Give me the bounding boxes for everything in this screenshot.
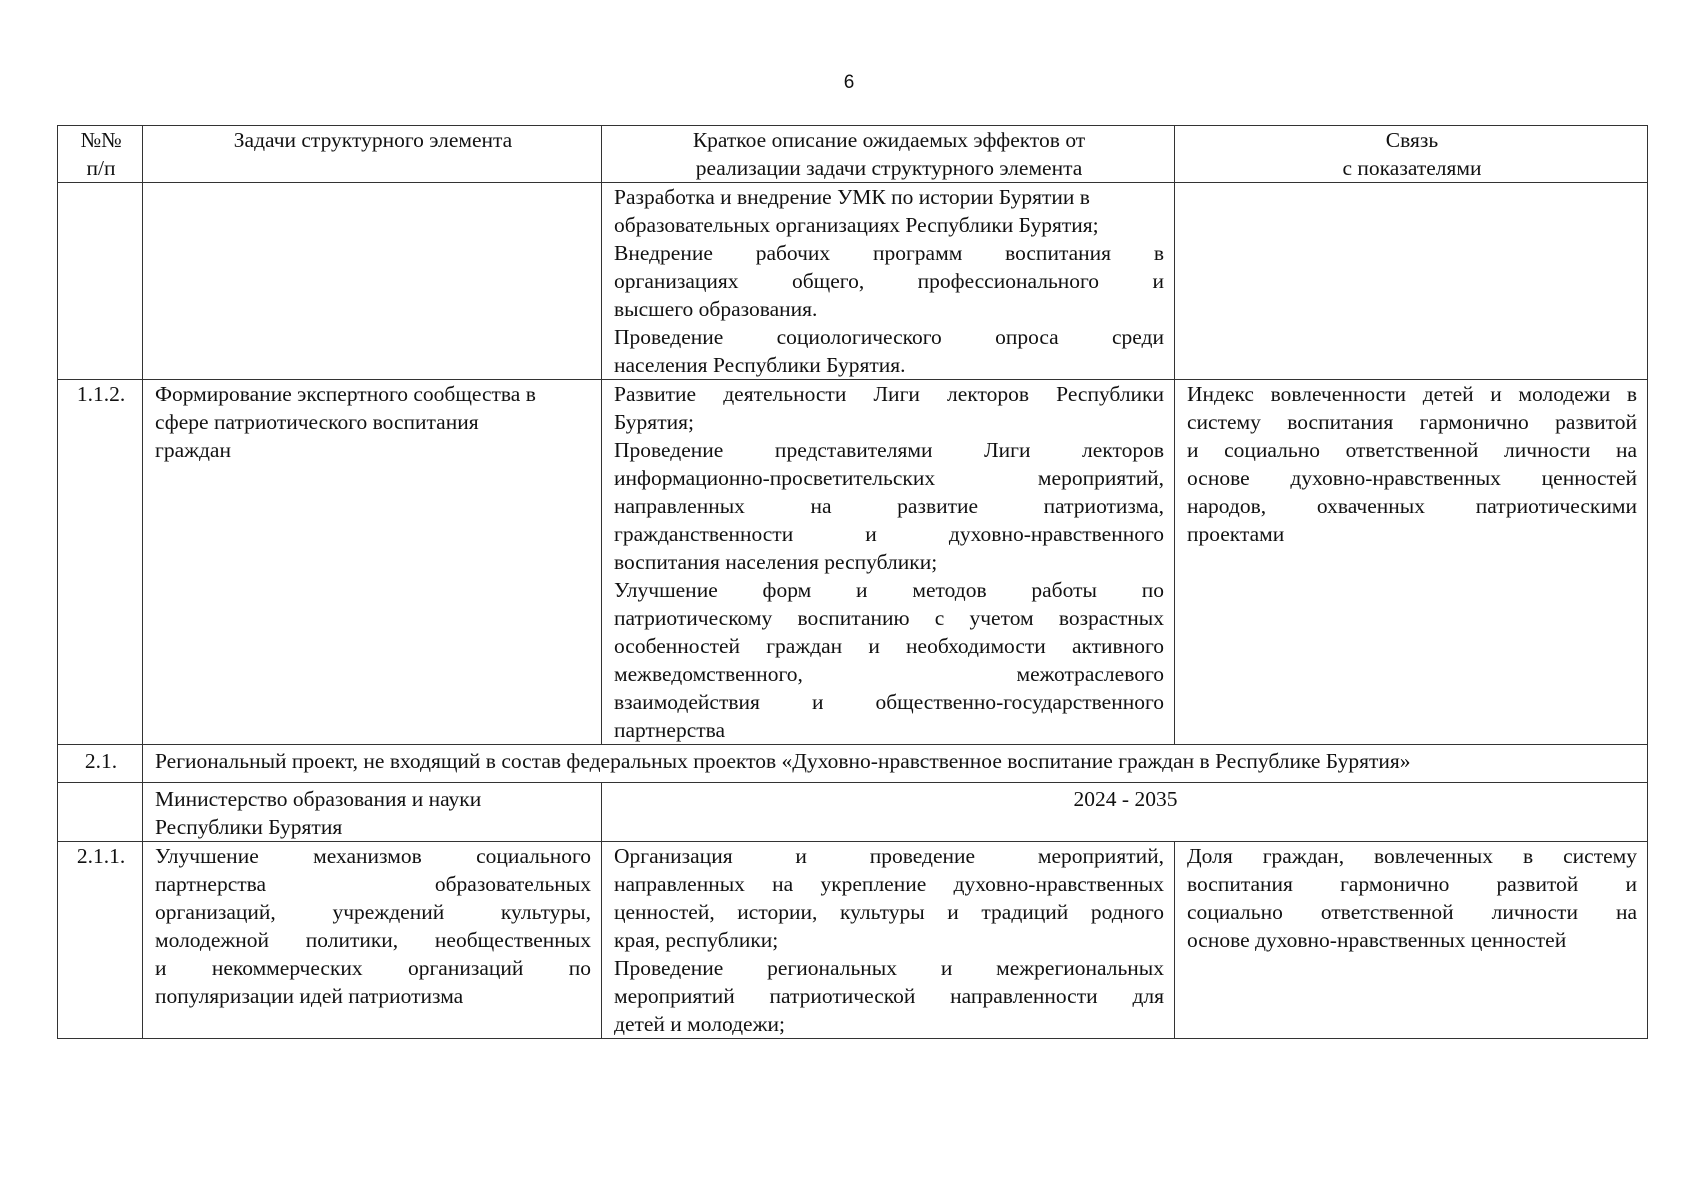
table-row [58,842,1648,1039]
header-link: Связь с показателями [1175,126,1648,183]
row-num: 1.1.2. [58,380,143,745]
structural-element-table [57,125,1648,1039]
row-num [58,183,143,380]
row-effects: Разработка и внедрение УМК по истории Бурятии в образовательных организациях Республики Бурятия; Внедрение рабочих программ воспитания в организациях общего, профессионального и высшего образования. Проведение социологического опроса среди населения Республики Бурятия. [602,183,1175,380]
row-link: Индекс вовлеченности детей и молодежи в систему воспитания гармонично развитой и социально ответственной личности на основе духовно-нравственных ценностей народов, охваченных патриотическими проектами [1175,380,1648,745]
header-num: №№ п/п [58,126,143,183]
table-row [58,380,1648,745]
table-row [58,183,1648,380]
ministry-num [58,783,143,842]
row-task [143,183,602,380]
row-task: Улучшение механизмов социального партнерства образовательных организаций, учреждений культуры, молодежной политики, необщественных и некоммерческих организаций по популяризации идей патриотизма [143,842,602,1039]
project-row [58,745,1648,783]
header-tasks: Задачи структурного элемента [143,126,602,183]
row-link: Доля граждан, вовлеченных в систему воспитания гармонично развитой и социально ответственной личности на основе духовно-нравственных ценностей [1175,842,1648,1039]
ministry-name: Министерство образования и науки Республики Бурятия [143,783,602,842]
table-header-row [58,126,1648,183]
header-effects: Краткое описание ожидаемых эффектов от реализации задачи структурного элемента [602,126,1175,183]
project-num: 2.1. [58,745,143,783]
project-period: 2024 - 2035 [602,783,1648,842]
row-num: 2.1.1. [58,842,143,1039]
row-effects: Организация и проведение мероприятий, направленных на укрепление духовно-нравственных ценностей, истории, культуры и традиций родного края, республики; Проведение региональных и межрегиональных мероприятий патриотической направленности для детей и молодежи; [602,842,1175,1039]
ministry-row [58,783,1648,842]
project-title: Региональный проект, не входящий в состав федеральных проектов «Духовно-нравственное воспитание граждан в Республике Бурятия» [143,745,1648,783]
row-link [1175,183,1648,380]
row-task: Формирование экспертного сообщества в сфере патриотического воспитания граждан [143,380,602,745]
row-effects: Развитие деятельности Лиги лекторов Республики Бурятия; Проведение представителями Лиги лекторов информационно-просветительских мероприятий, направленных на развитие патриотизма, гражданственности и духовно-нравственного воспитания населения республики; Улучшение форм и методов работы по патриотическому воспитанию с учетом возрастных особенностей граждан и необходимости активного межведомственного, межотраслевого взаимодействия и общественно-государственного партнерства [602,380,1175,745]
page-number: 6 [843,72,855,93]
